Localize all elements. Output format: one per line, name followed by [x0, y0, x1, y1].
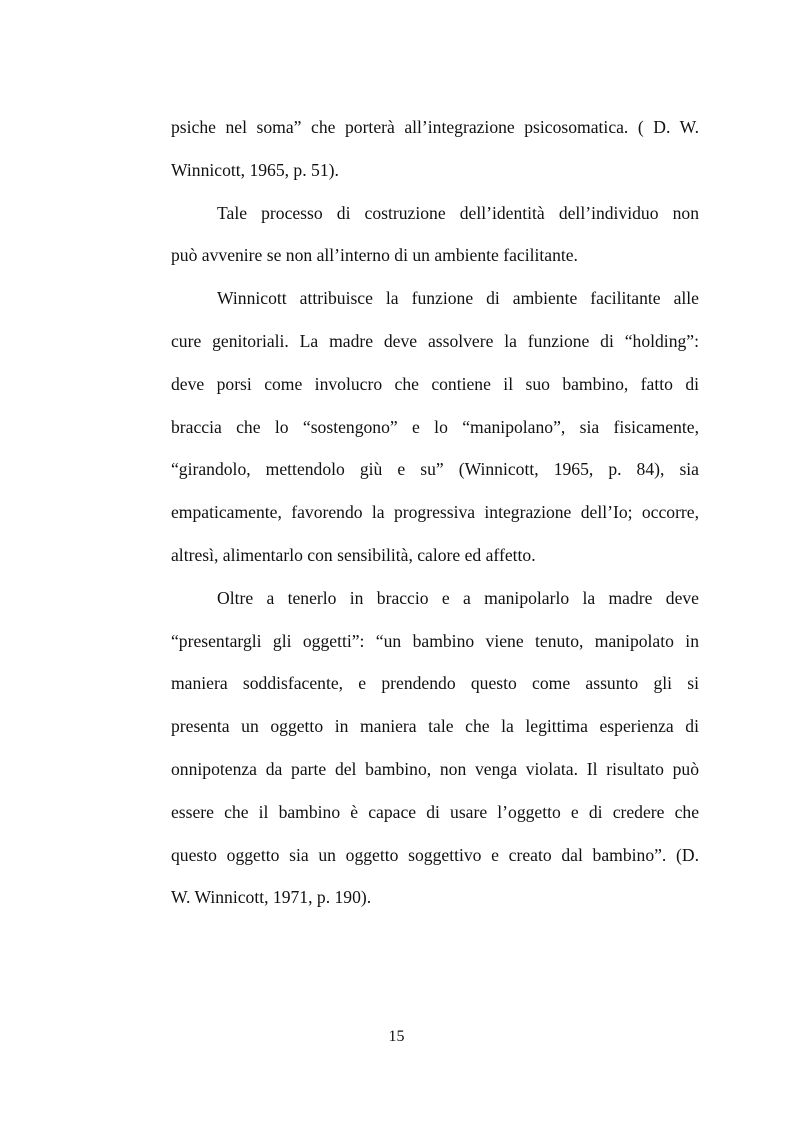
text-line: può avvenire se non all’interno di un ambiente facilitante.: [171, 245, 578, 266]
text-line: “presentargli gli oggetti”: “un bambino viene tenuto, manipolato in: [171, 630, 699, 651]
text-line: Winnicott attribuisce la funzione di ambiente facilitante alle: [217, 288, 699, 309]
text-line: cure genitoriali. La madre deve assolvere la funzione di “holding”:: [171, 330, 699, 351]
text-line: Winnicott, 1965, p. 51).: [171, 159, 339, 180]
text-line: onnipotenza da parte del bambino, non venga violata. Il risultato può: [171, 758, 699, 779]
text-line: questo oggetto sia un oggetto soggettivo e creato dal bambino”. (D.: [171, 844, 699, 865]
text-line: psiche nel soma” che porterà all’integrazione psicosomatica. ( D. W.: [171, 117, 699, 137]
body-text: [171, 112, 699, 925]
text-line: altresì, alimentarlo con sensibilità, calore ed affetto.: [171, 544, 536, 565]
text-line: deve porsi come involucro che contiene il suo bambino, fatto di: [171, 373, 699, 394]
text-line: empaticamente, favorendo la progressiva integrazione dell’Io; occorre,: [171, 502, 699, 523]
text-line: “girandolo, mettendolo giù e su” (Winnicott, 1965, p. 84), sia: [171, 459, 699, 480]
text-line: maniera soddisfacente, e prendendo questo come assunto gli si: [171, 673, 699, 694]
page-number: 15: [388, 1028, 405, 1045]
text-line: Tale processo di costruzione dell’identità dell’individuo non: [217, 202, 699, 223]
text-line: braccia che lo “sostengono” e lo “manipolano”, sia fisicamente,: [171, 416, 699, 437]
text-line: essere che il bambino è capace di usare l’oggetto e di credere che: [171, 801, 699, 822]
text-line: presenta un oggetto in maniera tale che la legittima esperienza di: [171, 716, 699, 737]
text-line: Oltre a tenerlo in braccio e a manipolarlo la madre deve: [217, 587, 699, 608]
text-line: W. Winnicott, 1971, p. 190).: [171, 887, 372, 908]
